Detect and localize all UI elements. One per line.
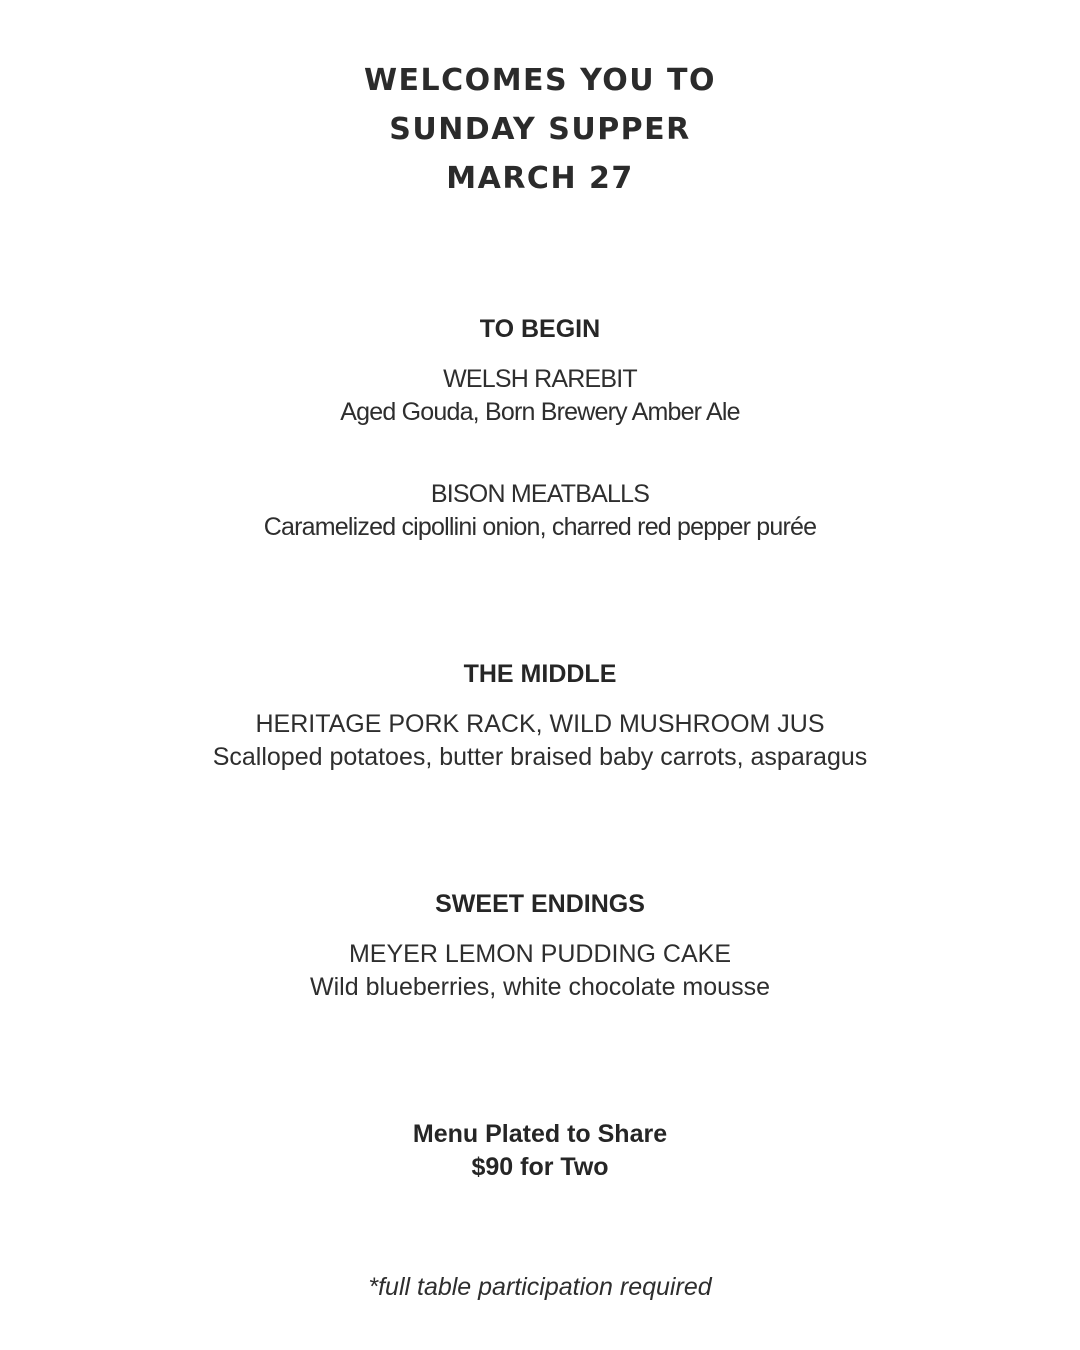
section-title-the-middle: THE MIDDLE xyxy=(463,660,617,688)
dish-description-bison-meatballs: Caramelized cipollini onion, charred red pepper purée xyxy=(263,513,817,541)
section-title-to-begin: TO BEGIN xyxy=(479,315,601,343)
dish-description-pork-rack: Scalloped potatoes, butter braised baby carrots, asparagus xyxy=(212,743,868,771)
footer-share-note: Menu Plated to Share xyxy=(412,1120,668,1148)
header-date: MARCH 27 xyxy=(446,161,634,196)
header-welcome: WELCOMES YOU TO xyxy=(363,63,717,98)
footer-price: $90 for Two xyxy=(471,1153,609,1181)
dish-description-welsh-rarebit: Aged Gouda, Born Brewery Amber Ale xyxy=(340,398,740,426)
dish-name-bison-meatballs: BISON MEATBALLS xyxy=(430,480,650,508)
dish-name-pork-rack: HERITAGE PORK RACK, WILD MUSHROOM JUS xyxy=(255,710,825,738)
dish-name-pudding-cake: MEYER LEMON PUDDING CAKE xyxy=(348,940,731,968)
section-title-sweet-endings: SWEET ENDINGS xyxy=(435,890,645,918)
header-event-name: SUNDAY SUPPER xyxy=(389,112,691,147)
footer-participation-note: *full table participation required xyxy=(368,1273,712,1301)
dish-description-pudding-cake: Wild blueberries, white chocolate mousse xyxy=(310,973,770,1001)
dish-name-welsh-rarebit: WELSH RAREBIT xyxy=(443,365,637,393)
